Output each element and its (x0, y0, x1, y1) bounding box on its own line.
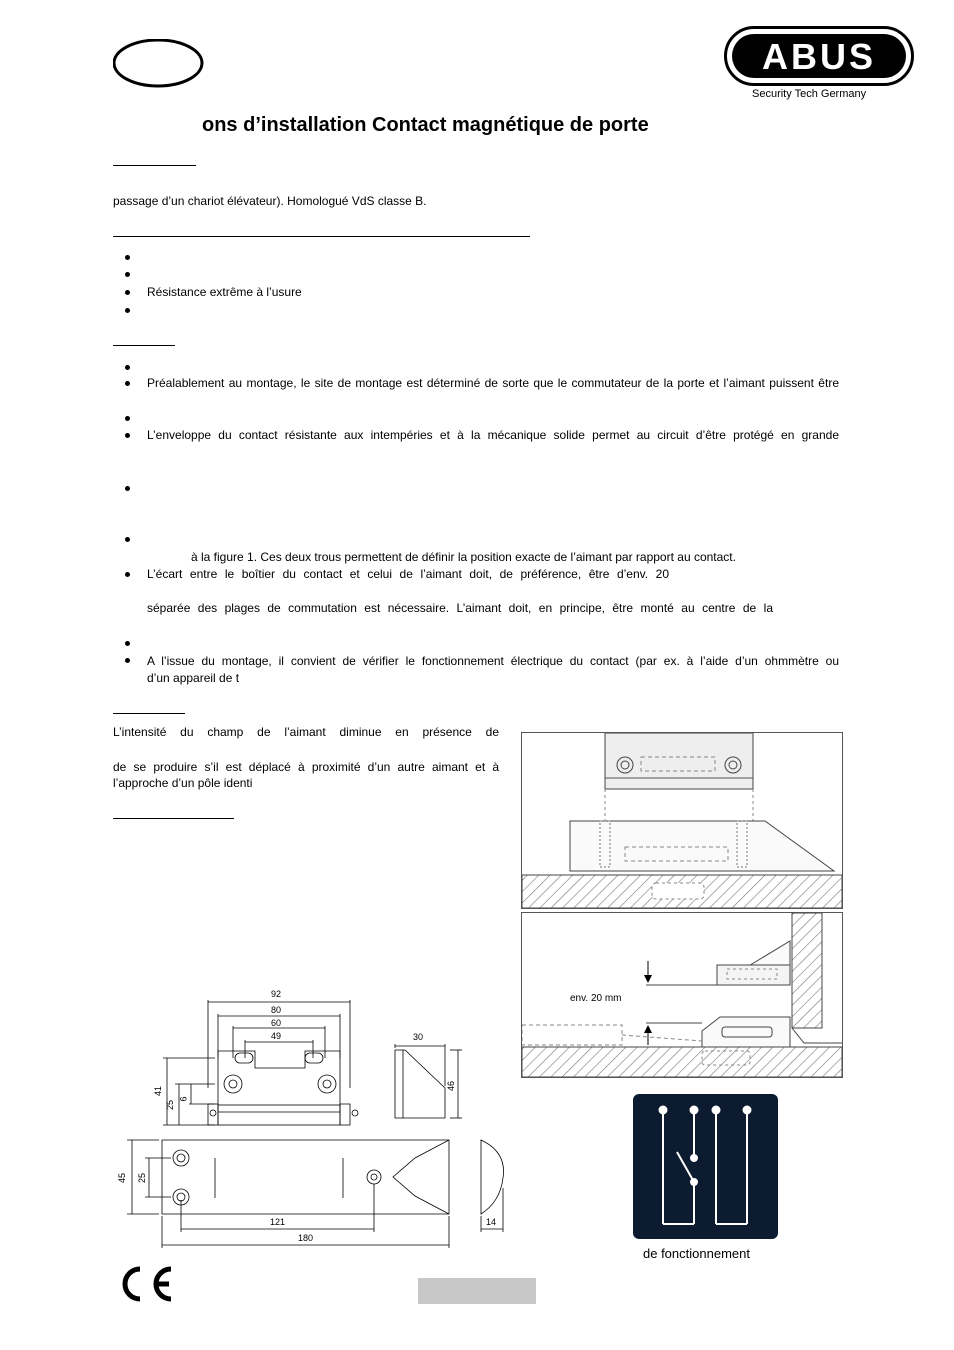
description-text: passage d’un chariot élévateur). Homologué VdS classe B. (113, 194, 427, 208)
switch-schema-icon (633, 1094, 778, 1239)
feature-bullet-4 (125, 308, 130, 313)
remarque-line-3: l’approche d’un pôle identi (113, 776, 253, 790)
feature-bullet-1 (125, 255, 130, 260)
montage-bullet-7 (125, 572, 130, 577)
montage-bullet-9 (125, 658, 130, 663)
montage-bullet-5 (125, 486, 130, 491)
abus-logo-text: ABUS (761, 36, 876, 77)
section-heading-underline-4 (113, 713, 185, 714)
footer-gray-box (418, 1278, 536, 1304)
dim-6: 6 (178, 1096, 189, 1102)
montage-item-2: Préalablement au montage, le site de montage est déterminé de sorte que le commutateur de la porte et l’aimant puissent être (147, 376, 839, 390)
montage-bullet-4 (125, 433, 130, 438)
montage-item-6-continuation: à la figure 1. Ces deux trous permettent de définir la position exacte de l’aimant par rapport au contact. (191, 550, 736, 564)
montage-item-9-line2: d’un appareil de t (147, 671, 240, 685)
remarque-line-1: L’intensité du champ de l’aimant diminue en présence de (113, 725, 499, 739)
country-badge-oval (113, 39, 205, 89)
dim-25-bottom: 25 (137, 1172, 148, 1184)
figure-side-view (521, 912, 843, 1078)
page-title: ons d’installation Contact magnétique de porte (202, 114, 649, 136)
montage-bullet-1 (125, 365, 130, 370)
figure-top-view-drawing (522, 733, 842, 908)
montage-bullet-8 (125, 641, 130, 646)
section-heading-underline-1 (113, 165, 196, 166)
abus-tagline: Security Tech Germany (752, 88, 867, 100)
montage-bullet-3 (125, 416, 130, 421)
abus-logo-badge (724, 26, 914, 86)
feature-item-3: Résistance extrême à l’usure (147, 285, 302, 299)
feature-bullet-2 (125, 272, 130, 277)
ce-mark-icon (114, 1265, 176, 1303)
dim-180: 180 (298, 1233, 314, 1243)
switch-schema (633, 1094, 778, 1239)
section-heading-underline-5 (113, 818, 234, 819)
abus-logo (724, 26, 916, 102)
figure-top-view (521, 732, 843, 909)
montage-item-9-line1: A l’issue du montage, il convient de vérifier le fonctionnement électrique du contact (par ex. à l’aide d’un ohmmètre ou (147, 654, 839, 668)
dim-49: 49 (271, 1031, 282, 1041)
dim-80: 80 (271, 1005, 282, 1015)
feature-bullet-3 (125, 290, 130, 295)
section-heading-underline-3 (113, 345, 175, 346)
dim-30: 30 (413, 1032, 424, 1042)
remarque-line-2: de se produire s’il est déplacé à proximité d’un autre aimant et à (113, 760, 499, 774)
dim-41: 41 (153, 1085, 164, 1097)
dim-45: 45 (117, 1172, 128, 1184)
dim-92: 92 (271, 989, 282, 999)
ce-mark (114, 1265, 176, 1308)
montage-item-7-continuation: séparée des plages de commutation est nécessaire. L’aimant doit, en principe, être monté au centre de la (147, 601, 773, 615)
montage-item-7: L’écart entre le boîtier du contact et celui de l’aimant doit, de préférence, être d’env. 20 (147, 567, 669, 581)
montage-bullet-2 (125, 381, 130, 386)
dim-14: 14 (486, 1217, 497, 1227)
distance-label: env. 20 mm (570, 993, 622, 1004)
montage-item-4: L’enveloppe du contact résistante aux intempéries et à la mécanique solide permet au circuit d’être protégé en grande (147, 428, 839, 442)
section-heading-underline-2 (113, 236, 530, 237)
montage-bullet-6 (125, 537, 130, 542)
dim-60: 60 (271, 1018, 282, 1028)
schema-caption: de fonctionnement (643, 1246, 750, 1261)
dimension-drawing-svg (115, 988, 510, 1250)
dimension-drawing (115, 988, 510, 1250)
dim-121: 121 (270, 1217, 286, 1227)
dim-46: 46 (446, 1080, 457, 1092)
dim-25-side: 25 (165, 1099, 176, 1111)
